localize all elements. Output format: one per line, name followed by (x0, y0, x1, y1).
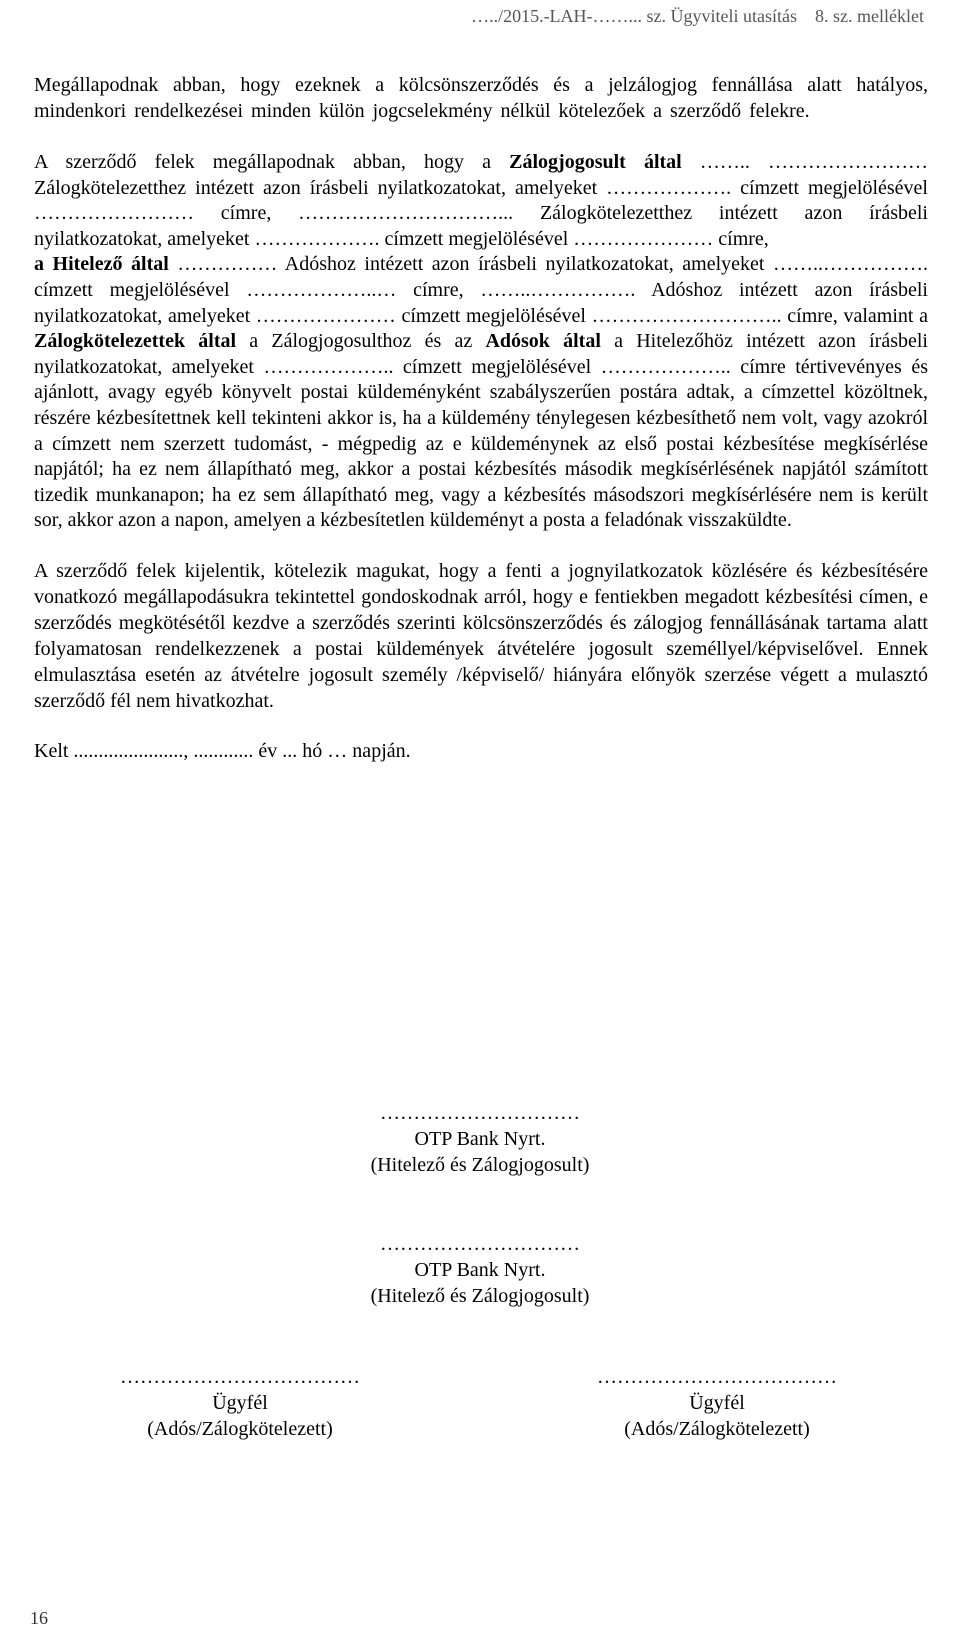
signature-block-client-right (552, 1364, 882, 1442)
signature-block-bank-2 (0, 1231, 960, 1309)
signature-name: OTP Bank Nyrt. (414, 1128, 546, 1150)
notices-bold-creditor: a Hitelező által (34, 253, 169, 276)
paragraph-notices (34, 150, 928, 534)
document-header: …../2015.-LAH-……... sz. Ügyviteli utasítás 8. sz. melléklet (471, 6, 924, 26)
signature-line: ………………………… (380, 1233, 580, 1255)
document-body (34, 72, 928, 764)
signature-name: Ügyfél (689, 1392, 745, 1414)
signature-line: ……………………………… (120, 1366, 360, 1388)
notices-text-5: a Hitelezőhöz intézett azon írásbeli nyilatkozatokat, amelyeket ……………….. címzett megjelölésével ……………….. címre tértivevényes és ajánlott, avagy egyéb könyvelt postai küldeményként szabályszerűen postára adtak, a címzettel közöltnek, részére kézbesítettnek kell tekinteni akkor is, ha a küldemény ténylegesen kézbesíthető nem volt, vagy azokról a címzett nem szerzett tudomást, - mégpedig az e küldeménynek az első postai kézbesítése megkísérlése napjától; ha ez nem állapítható meg, akkor a postai kézbesítés második megkísérlésének napjától számított tizedik munkanapon; ha ez sem állapítható meg, vagy a kézbesítés másodszori megkísérlésére nem is került sor, akkor azon a napon, amelyen a kézbesítetlen küldeményt a posta a feladónak visszaküldte. (34, 330, 928, 532)
date-place-line: Kelt ......................, ............ év ... hó … napján. (34, 739, 411, 762)
notices-bold-pledgors: Zálogkötelezettek által (34, 330, 237, 353)
notices-text-4: a Zálogjogosulthoz és az (236, 330, 486, 353)
signature-block-bank-1 (0, 1100, 960, 1178)
page-number: 16 (30, 1608, 48, 1628)
signature-role: (Adós/Zálogkötelezett) (147, 1418, 333, 1440)
notices-text-3: …………… Adóshoz intézett azon írásbeli nyilatkozatokat, amelyeket ……..……………. címzett megjelölésével ………………..… címre, ……..……………. Adóshoz intézett azon írásbeli nyilatkozatokat, amelyeket ………………… címzett megjelölésével ……………………….. címre, valamint a (34, 253, 928, 327)
signature-role: (Adós/Zálogkötelezett) (624, 1418, 810, 1440)
signature-role: (Hitelező és Zálogjogosult) (370, 1154, 590, 1176)
signature-name: OTP Bank Nyrt. (414, 1259, 546, 1281)
signature-line: ………………………… (380, 1102, 580, 1124)
signature-name: Ügyfél (212, 1392, 268, 1414)
paragraph-validity: Megállapodnak abban, hogy ezeknek a kölcsönszerződés és a jelzálogjog fennállása alatt hatályos, mindenkori rendelkezései minden külön jogcselekmény nélkül kötelezőek a szerződő felekre. (34, 74, 928, 122)
notices-bold-debtors: Adósok által (485, 330, 601, 353)
paragraph-obligations: A szerződő felek kijelentik, kötelezik magukat, hogy a fenti a jognyilatkozatok közlésére és kézbesítésére vonatkozó megállapodásukra tekintettel gondoskodnak arról, hogy e fentiekben megadott kézbesítési címen, e szerződés megkötésétől kezdve a szerződés szerinti kölcsönszerződés és zálogjog fennállásának tartama alatt folyamatosan rendelkezzenek a postai küldemények átvételére jogosult személlyel/képviselővel. Ennek elmulasztása esetén az átvételre jogosult személy /képviselő/ hiányára előnyök szerzése végett a mulasztó szerződő fél nem hivatkozhat. (34, 559, 928, 712)
signature-role: (Hitelező és Zálogjogosult) (370, 1285, 590, 1307)
signature-block-client-left (75, 1364, 405, 1442)
signature-line: ……………………………… (597, 1366, 837, 1388)
notices-text-2: …….. …………………… Zálogkötelezetthez intézett azon írásbeli nyilatkozatokat, amelyeket ………………. címzett megjelölésével …………………… címre, …………………………... Zálogkötelezetthez intézett azon írásbeli nyilatkozatokat, amelyeket ………………. címzett megjelölésével ………………… címre, (34, 151, 929, 250)
notices-text-1: A szerződő felek megállapodnak abban, hogy a (34, 151, 510, 173)
notices-bold-pledgee: Zálogjogosult által (509, 151, 682, 173)
